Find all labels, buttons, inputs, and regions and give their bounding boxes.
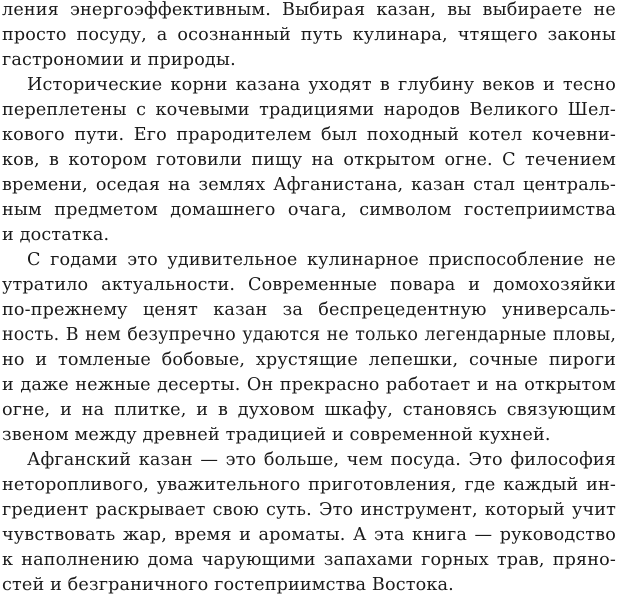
text-line: звеном между древней традицией и современной кухней.: [2, 425, 551, 445]
text-line: ления энергоэффективным. Выбирая казан, вы выбираете не: [2, 0, 616, 20]
text-line: и даже нежные десерты. Он прекрасно работает и на открытом: [2, 375, 616, 395]
text-line: к наполнению дома чарующими запахами горных трав, пряно-: [2, 550, 616, 570]
text-line: ным предметом домашнего очага, символом гостеприимства: [2, 200, 616, 220]
text-line: С годами это удивительное кулинарное приспособление не: [27, 250, 616, 270]
text-line: времени, оседая на землях Афганистана, казан стал централь-: [2, 175, 616, 195]
text-line: ность. В нем безупречно удаются не только легендарные пловы,: [2, 325, 616, 345]
text-line: неторопливого, уважительного приготовления, где каждый ин-: [2, 475, 616, 495]
text-line: кового пути. Его прародителем был походный котел кочевни-: [2, 125, 616, 145]
text-line: огне, и на плитке, и в духовом шкафу, становясь связующим: [2, 400, 616, 420]
text-line: гредиент раскрывает свою суть. Это инструмент, который учит: [2, 500, 616, 520]
text-line: но и томленые бобовые, хрустящие лепешки, сочные пироги: [2, 350, 616, 370]
text-line: утратило актуальности. Современные повара и домохозяйки: [2, 275, 616, 295]
text-line: ков, в котором готовили пищу на открытом огне. С течением: [2, 150, 616, 170]
text-line: Афганский казан — это больше, чем посуда. Это философия: [27, 450, 616, 470]
text-line: гастрономии и природы.: [2, 50, 236, 70]
text-line: стей и безграничного гостеприимства Востока.: [2, 575, 454, 595]
text-line: и достатка.: [2, 225, 110, 245]
text-line: просто посуду, а осознанный путь кулинара, чтящего законы: [2, 25, 616, 45]
text-line: переплетены с кочевыми традициями народов Великого Шел-: [2, 100, 616, 120]
text-line: Исторические корни казана уходят в глубину веков и тесно: [27, 75, 616, 95]
text-line: чувствовать жар, время и ароматы. А эта книга — руководство: [2, 525, 616, 545]
text-line: по-прежнему ценят казан за беспрецедентную универсаль-: [2, 300, 616, 320]
